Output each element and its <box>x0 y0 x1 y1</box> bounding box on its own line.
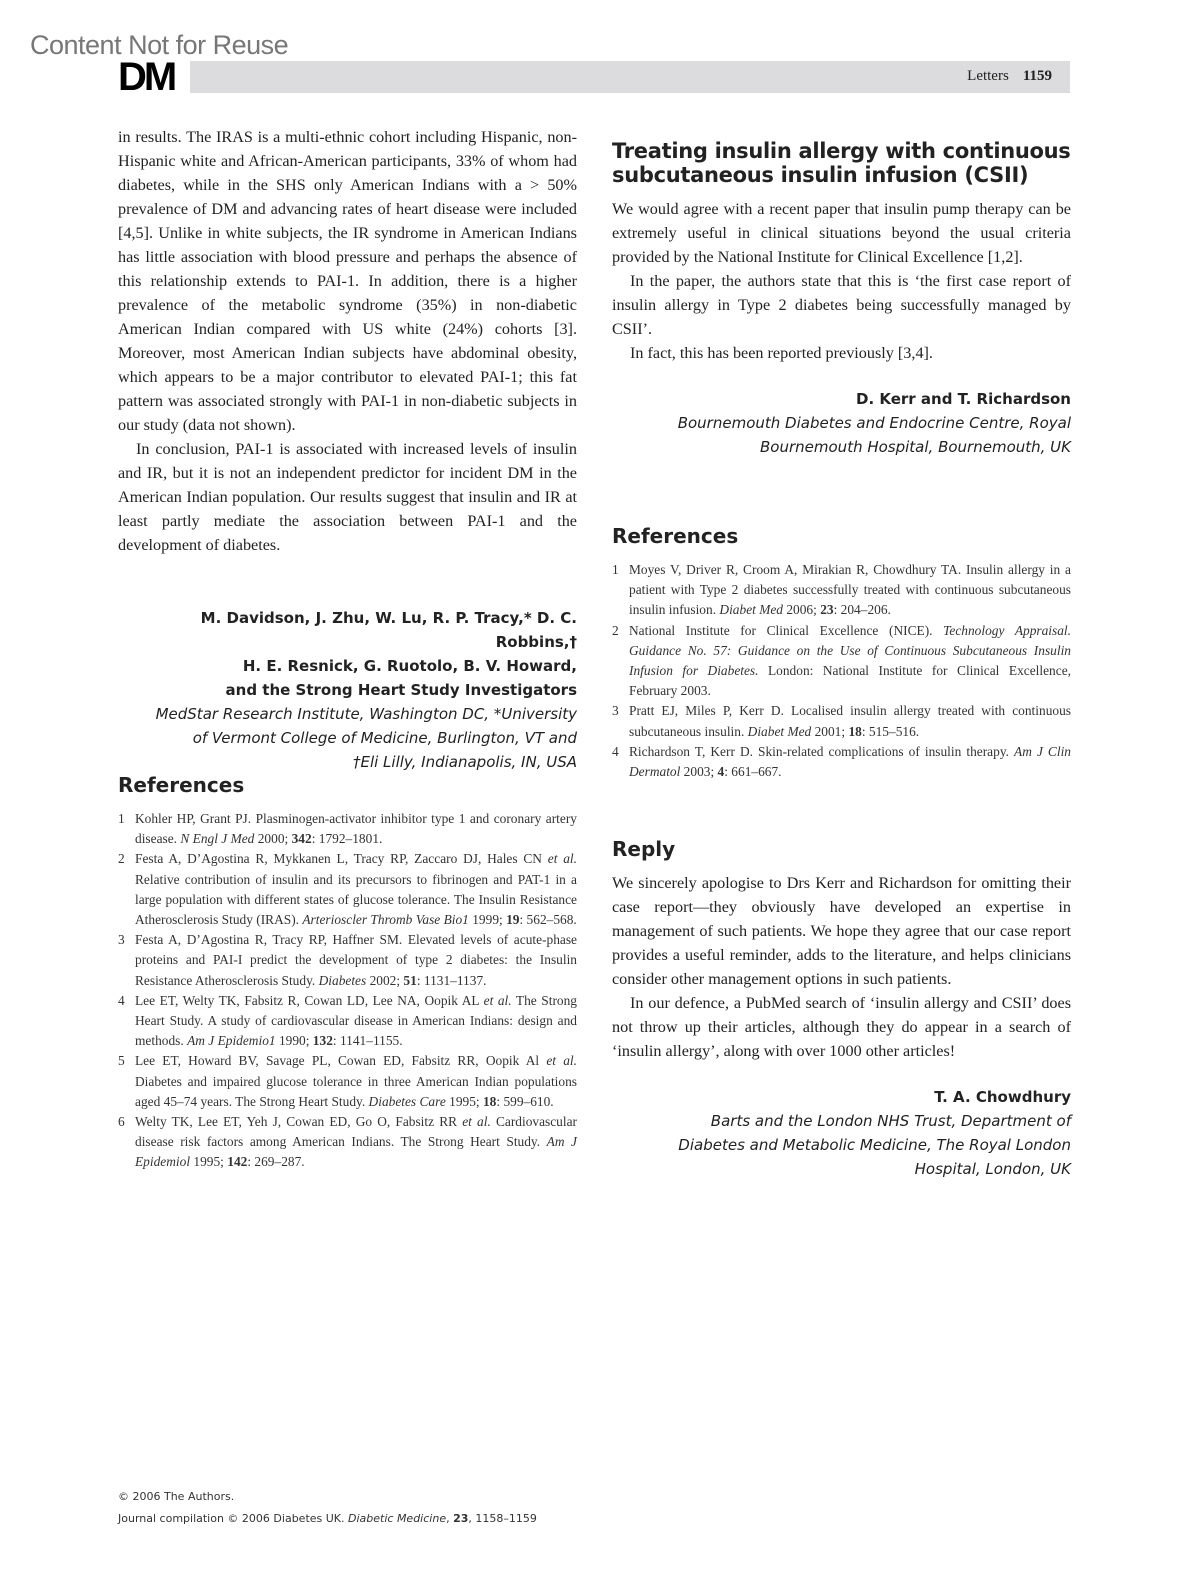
reference-text: 2001; <box>811 723 849 739</box>
paragraph: In fact, this has been reported previously [3,4]. <box>630 344 933 362</box>
reference-text: 1999; <box>468 912 507 928</box>
reference-number: 1 <box>118 811 125 826</box>
reference-text: N Engl J Med <box>180 831 255 847</box>
left-references <box>118 773 577 1173</box>
reference-text: 2002; <box>366 972 404 988</box>
reference-text: Kohler HP, Grant PJ. Plasminogen-activator inhibitor type 1 and coronary artery disease. <box>135 811 577 847</box>
reference-text: Welty TK, Lee ET, Yeh J, Cowan ED, Go O, Fabsitz RR <box>135 1114 463 1130</box>
reference-text: Pratt EJ, Miles P, Kerr D. Localised insulin allergy treated with continuous subcutaneous insulin. <box>629 703 1071 739</box>
paragraph: We sincerely apologise to Drs Kerr and Richardson for omitting their case report—they obviously have developed an expertise in management of such patients. We hope they agree that our case report provides a useful reminder, adds to the literature, and helps clinicians consider other management options in such patients. <box>612 874 1071 988</box>
reference-text: Festa A, D’Agostina R, Mykkanen L, Tracy RP, Zaccaro DJ, Hales CN <box>135 851 548 867</box>
journal-citation: Journal compilation © 2006 Diabetes UK. Diabetic Medicine, 23, 1158–1159 <box>118 1512 537 1525</box>
reference-item <box>118 991 577 1052</box>
journal-name: Diabetic Medicine <box>348 1512 447 1525</box>
reference-text: 4 <box>717 764 725 780</box>
reference-list <box>118 809 577 1173</box>
page-number: 1159 <box>1022 68 1052 84</box>
pages: , 1158–1159 <box>468 1512 537 1525</box>
author-line: M. Davidson, J. Zhu, W. Lu, R. P. Tracy,* D. C. Robbins,† <box>200 609 577 651</box>
paragraph: in results. The IRAS is a multi-ethnic cohort including Hispanic, non-Hispanic white and African-American participants, 33% of whom had diabetes, while in the SHS only American Indians with a > 50% prevalence of DM and advancing rates of heart disease were included [4,5]. Unlike in white subjects, the IR syndrome in American Indians has little association with blood pressure and perhaps the absence of this relationship extends to PAI-1. In addition, there is a higher prevalence of the metabolic syndrome (35%) in non-diabetic American Indian compared with US white (24%) cohorts [3]. Moreover, most American Indian subjects have abdominal obesity, which appears to be a major contributor to elevated PAI-1; this fat pattern was associated strongly with PAI-1 in non-diabetic subjects in our study (data not shown). <box>118 128 577 434</box>
reference-number: 2 <box>118 851 125 867</box>
affiliation-line: †Eli Lilly, Indianapolis, IN, USA <box>352 753 577 771</box>
affiliation-line: Bournemouth Diabetes and Endocrine Centre, Royal <box>677 414 1071 432</box>
reference-number: 4 <box>612 743 619 759</box>
reference-text: : 599–610. <box>496 1093 554 1109</box>
reference-item <box>118 1112 577 1173</box>
reference-text: 23 <box>820 602 834 618</box>
references-heading: References <box>118 773 245 797</box>
running-header <box>967 68 1052 85</box>
affiliation-line: Diabetes and Metabolic Medicine, The Royal London <box>678 1136 1071 1154</box>
reference-list <box>612 560 1071 782</box>
reference-text: 132 <box>312 1033 333 1049</box>
author-line: and the Strong Heart Study Investigators <box>225 681 577 699</box>
reference-text: : 1131–1137. <box>416 972 487 988</box>
reference-item <box>118 809 577 849</box>
reference-item <box>118 849 577 930</box>
reference-text: et al. <box>546 1053 577 1069</box>
paragraph: In conclusion, PAI-1 is associated with increased levels of insulin and IR, but it is not an independent predictor for incident DM in the American Indian population. Our results suggest that insulin and IR at least partly mediate the association between PAI-1 and the development of diabetes. <box>118 440 577 554</box>
reply-section <box>612 837 1071 1181</box>
reference-text: 1995; <box>445 1093 483 1109</box>
affiliation-line: Bournemouth Hospital, Bournemouth, UK <box>760 438 1071 456</box>
reference-text: et al. <box>547 851 577 867</box>
reference-text: et al. <box>483 992 512 1008</box>
reference-text: : 1141–1155. <box>332 1033 403 1049</box>
reference-text: London: National Institute for Clinical Excellence, February 2003. <box>629 663 1071 699</box>
watermark: Content Not for Reuse <box>30 30 289 60</box>
reference-text: Technology Appraisal. Guidance No. 57: Guidance on the Use of Continuous Subcutaneous Insulin Infusion for Diabetes. <box>629 622 1071 679</box>
reference-text: Am J Epidemio1 <box>187 1033 276 1049</box>
reference-number: 1 <box>612 562 619 577</box>
paragraph: In the paper, the authors state that this is ‘the first case report of insulin allergy in Type 2 diabetes being successfully managed by CSII’. <box>612 272 1071 338</box>
reference-text: 2000; <box>254 831 292 847</box>
left-body <box>118 125 577 557</box>
reference-text: 142 <box>227 1154 248 1170</box>
reference-text: Am J Epidemiol <box>135 1134 577 1170</box>
reference-text: : 562–568. <box>519 912 577 928</box>
reference-text: 1995; <box>190 1154 228 1170</box>
reference-text: National Institute for Clinical Excellence (NICE). <box>629 622 944 638</box>
right-references <box>612 524 1071 782</box>
reference-text: Am J Clin Dermatol <box>629 743 1071 780</box>
reference-number: 3 <box>118 932 125 948</box>
reference-item <box>612 621 1071 702</box>
reference-number: 6 <box>118 1114 125 1130</box>
reference-number: 5 <box>118 1053 125 1069</box>
reference-text: : 661–667. <box>724 764 782 780</box>
reference-text: 19 <box>506 912 520 928</box>
reference-text: 2006; <box>783 602 821 618</box>
reply-heading: Reply <box>612 837 676 861</box>
reference-text: 18 <box>482 1093 497 1109</box>
reference-number: 4 <box>118 992 125 1008</box>
reference-number: 3 <box>612 703 619 719</box>
article-title: Treating insulin allergy with continuous subcutaneous insulin infusion (CSII) <box>612 139 1071 187</box>
reference-text: : 204–206. <box>833 602 891 618</box>
reference-text: 1990; <box>275 1033 313 1049</box>
author-line: T. A. Chowdhury <box>934 1088 1071 1106</box>
reference-text: Moyes V, Driver R, Croom A, Mirakian R, Chowdhury TA. Insulin allergy in a patient with Type 2 diabetes successfully treated with continuous subcutaneous insulin infusion. <box>629 562 1071 618</box>
paragraph: We would agree with a recent paper that insulin pump therapy can be extremely useful in clinical situations beyond the usual criteria provided by the National Institute for Clinical Excellence [1,2]. <box>612 200 1071 266</box>
reference-text: Diabetes Care <box>368 1093 446 1109</box>
references-heading: References <box>612 524 739 548</box>
reference-text: et al. <box>462 1114 491 1130</box>
section-label: Letters <box>967 68 1009 84</box>
left-signature <box>118 606 577 774</box>
reference-item <box>118 1051 577 1112</box>
reference-text: Lee ET, Welty TK, Fabsitz R, Cowan LD, Lee NA, Oopik AL <box>135 992 484 1008</box>
reference-text: 342 <box>291 831 312 847</box>
reference-number: 2 <box>612 622 619 638</box>
reference-text: Richardson T, Kerr D. Skin-related complications of insulin therapy. <box>629 743 1015 759</box>
affiliation-line: of Vermont College of Medicine, Burlington, VT and <box>192 729 577 747</box>
reference-text: 18 <box>848 723 862 739</box>
citation-prefix: Journal compilation © 2006 Diabetes UK. <box>118 1512 349 1525</box>
reference-text: Diabet Med <box>747 723 812 739</box>
reference-item <box>612 742 1071 782</box>
reference-text: Lee ET, Howard BV, Savage PL, Cowan ED, Fabsitz RR, Oopik Al <box>135 1053 547 1069</box>
reference-text: Relative contribution of insulin and its precursors to fibrinogen and PAT-1 in a large population with different states of glucose tolerance. The Insulin Resistance Atherosclerosis Study (IRAS). <box>135 871 577 928</box>
affiliation-line: Hospital, London, UK <box>914 1160 1071 1178</box>
reference-text: : 269–287. <box>247 1154 305 1170</box>
reference-item <box>118 930 577 991</box>
right-article <box>612 139 1071 459</box>
author-line: H. E. Resnick, G. Ruotolo, B. V. Howard, <box>242 657 577 675</box>
reference-text: Diabetes <box>318 972 367 988</box>
reference-text: Diabet Med <box>719 602 783 618</box>
reference-item <box>612 701 1071 741</box>
affiliation-line: MedStar Research Institute, Washington DC, *University <box>155 705 577 723</box>
author-line: D. Kerr and T. Richardson <box>856 390 1071 408</box>
reference-text: 51 <box>403 972 417 988</box>
paragraph: In our defence, a PubMed search of ‘insulin allergy and CSII’ does not throw up their articles, although they do appear in a search of ‘insulin allergy’, along with over 1000 other articles! <box>612 994 1071 1060</box>
reference-text: Festa A, D’Agostina R, Tracy RP, Haffner SM. Elevated levels of acute-phase proteins and PAI-I predict the development of type 2 diabetes: the Insulin Resistance Atherosclerosis Study. <box>135 932 577 988</box>
header-bar <box>118 61 1070 93</box>
reference-text: Cardiovascular disease risk factors among American Indians. The Strong Heart Study. <box>135 1114 577 1150</box>
reference-text: The Strong Heart Study. A study of cardiovascular disease in American Indians: design and methods. <box>135 992 578 1049</box>
reference-item <box>612 560 1071 621</box>
reference-text: : 515–516. <box>861 723 920 739</box>
affiliation-line: Barts and the London NHS Trust, Department of <box>710 1112 1071 1130</box>
reference-text: Diabetes and impaired glucose tolerance in three American Indian populations aged 45–74 years. The Strong Heart Study. <box>135 1073 577 1109</box>
volume: 23 <box>453 1512 469 1525</box>
journal-logo: DM <box>118 61 190 94</box>
reference-text: : 1792–1801. <box>311 831 383 847</box>
reference-text: 2003; <box>680 764 718 780</box>
copyright: © 2006 The Authors. <box>118 1490 235 1503</box>
reference-text: Arterioscler Thromb Vase Bio1 <box>302 912 469 928</box>
